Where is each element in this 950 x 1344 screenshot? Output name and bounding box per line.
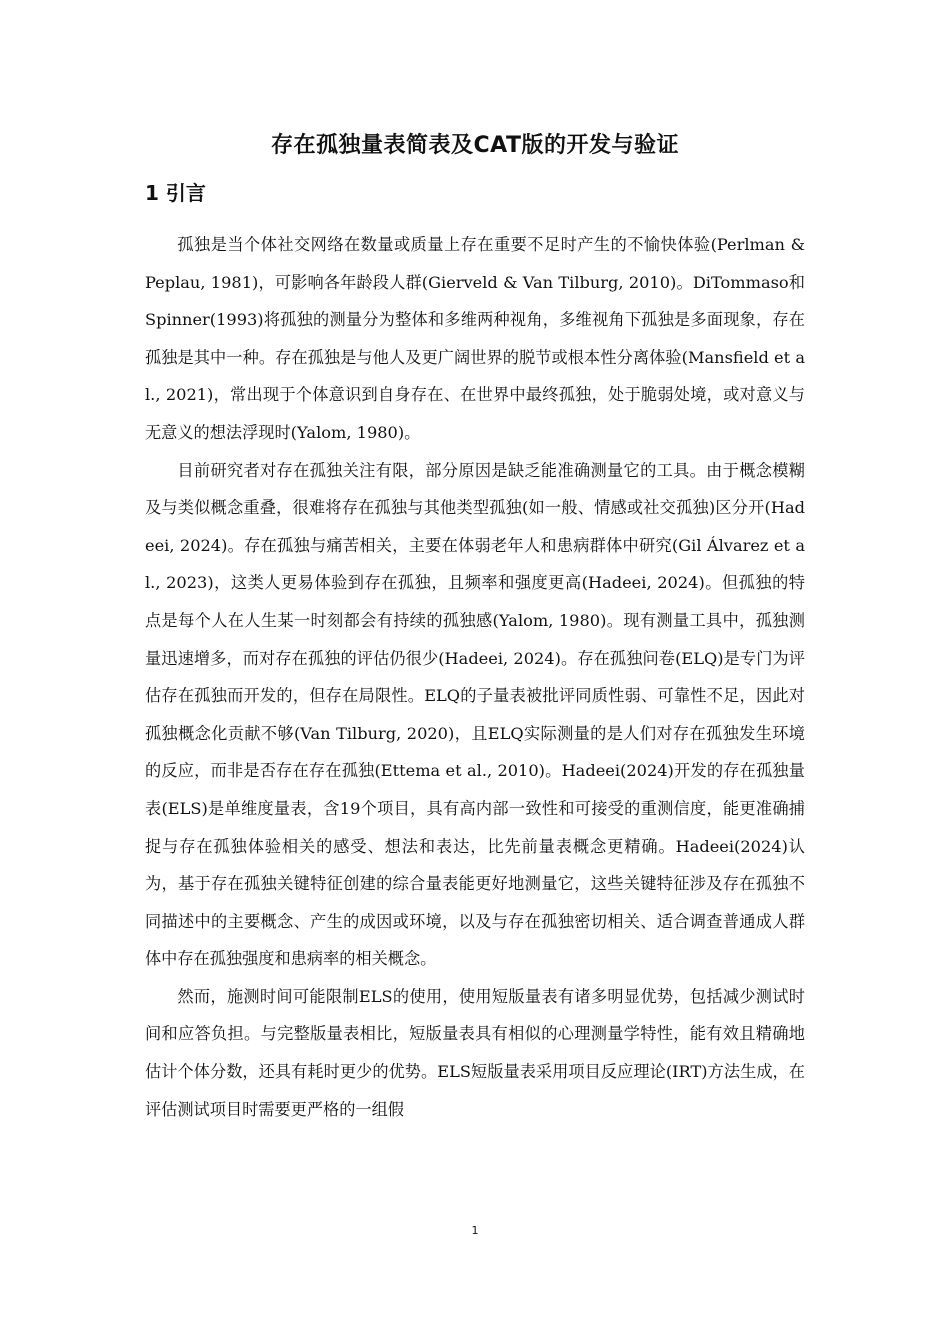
body-text bbox=[145, 226, 805, 1128]
page-title: 存在孤独量表简表及CAT版的开发与验证 bbox=[271, 133, 679, 158]
paragraph-1: 孤独是当个体社交网络在数量或质量上存在重要不足时产生的不愉快体验(Perlman & Peplau, 1981)，可影响各年龄段人群(Gierveld & Van Tilburg, 2010)。DiTommaso和Spinner(1993)将孤独的测量分为整体和多维两种视角，多维视角下孤独是多面现象，存在孤独是其中一种。存在孤独是与他人及更广阔世界的脱节或根本性分离体验(Mansfield et al., 2021)，常出现于个体意识到自身存在、在世界中最终孤独，处于脆弱处境，或对意义与无意义的想法浮现时(Yalom, 1980)。 bbox=[145, 235, 805, 442]
paragraph-2: 目前研究者对存在孤独关注有限，部分原因是缺乏能准确测量它的工具。由于概念模糊及与类似概念重叠，很难将存在孤独与其他类型孤独(如一般、情感或社交孤独)区分开(Hadeei, 2024)。存在孤独与痛苦相关，主要在体弱老年人和患病群体中研究(Gil Álvarez et al., 2023)，这类人更易体验到存在孤独，且频率和强度更高(Hadeei, 2024)。但孤独的特点是每个人在人生某一时刻都会有持续的孤独感(Yalom, 1980)。现有测量工具中，孤独测量迅速增多，而对存在孤独的评估仍很少(Hadeei, 2024)。存在孤独问卷(ELQ)是专门为评估存在孤独而开发的，但存在局限性。ELQ的子量表被批评同质性弱、可靠性不足，因此对孤独概念化贡献不够(Van Tilburg, 2020)，且ELQ实际测量的是人们对存在孤独发生环境的反应，而非是否存在存在孤独(Ettema et al., 2010)。Hadeei(2024)开发的存在孤独量表(ELS)是单维度量表，含19个项目，具有高内部一致性和可接受的重测信度，能更准确捕捉与存在孤独体验相关的感受、想法和表达，比先前量表概念更精确。Hadeei(2024)认为，基于存在孤独关键特征创建的综合量表能更好地测量它，这些关键特征涉及存在孤独不同描述中的主要概念、产生的成因或环境，以及与存在孤独密切相关、适合调查普通成人群体中存在孤独强度和患病率的相关概念。 bbox=[145, 460, 805, 969]
section-heading: 1 引言 bbox=[145, 181, 206, 205]
paragraph-3: 然而，施测时间可能限制ELS的使用，使用短版量表有诸多明显优势，包括减少测试时间和应答负担。与完整版量表相比，短版量表具有相似的心理测量学特性，能有效且精确地估计个体分数，还具有耗时更少的优势。ELS短版量表采用项目反应理论(IRT)方法生成，在评估测试项目时需要更严格的一组假 bbox=[145, 986, 805, 1119]
page-number: 1 bbox=[471, 1224, 479, 1237]
